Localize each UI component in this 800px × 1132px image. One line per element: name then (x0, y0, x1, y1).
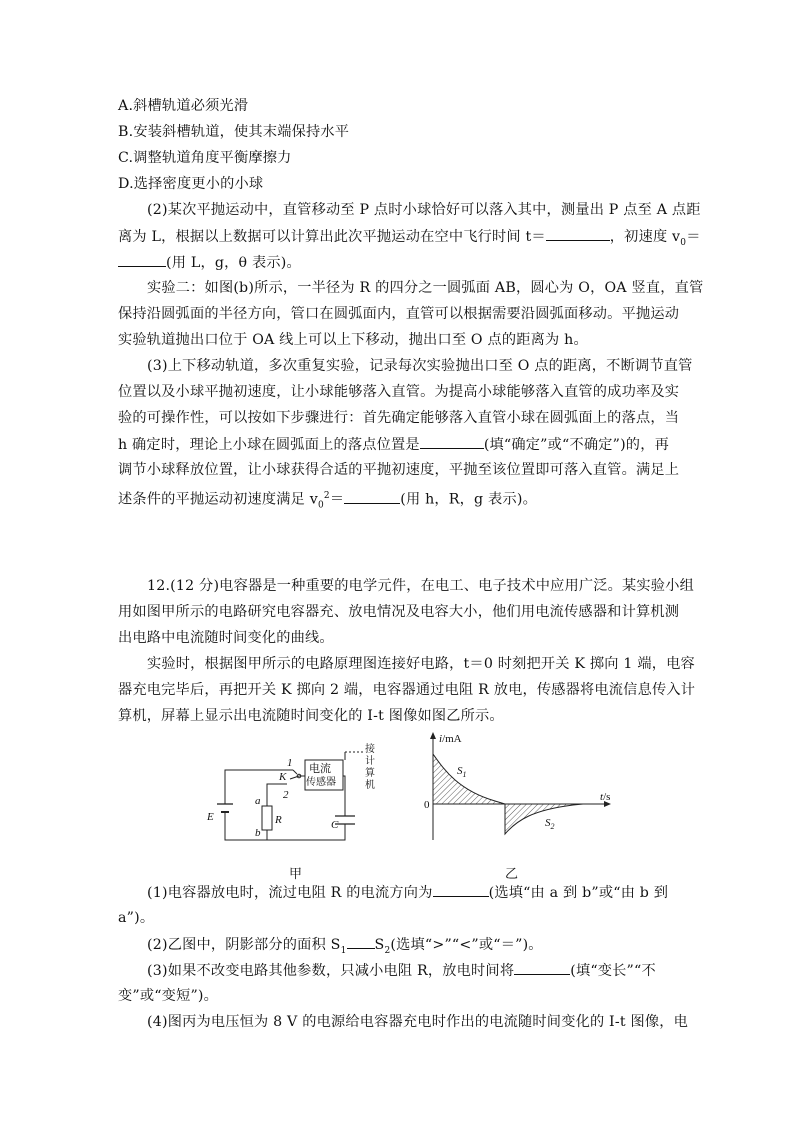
computer-char-2: 计 (365, 756, 375, 767)
s2-label (545, 817, 555, 831)
figure-b-caption: 乙 (505, 867, 519, 882)
discharging-region-s2 (505, 804, 583, 834)
sq1-line1 (147, 882, 717, 903)
sq2-sub1: 1 (340, 945, 347, 956)
q12-p2-line2: 器充电完毕后，再把开关 K 掷向 2 端，电容器通过电阻 R 放电，传感器将电流信息传入计 (118, 682, 696, 698)
y-axis-unit: /mA (442, 733, 462, 745)
option-a: A.斜槽轨道必须光滑 (118, 98, 249, 114)
q2-line3 (118, 252, 688, 273)
q12-p2-line3: 算机，屏幕上显示出电流随时间变化的 I-t 图像如图乙所示。 (118, 708, 504, 724)
answer-blank-time[interactable] (546, 226, 610, 241)
terminal-2-label: 2 (283, 789, 289, 801)
it-graph (430, 732, 611, 840)
q3-line2: 位置以及小球平抛初速度，让小球能够落入直管。为提高小球能够落入直管的成功率及实 (118, 384, 680, 400)
resistor-R (262, 806, 272, 830)
s1-subscript: 1 (462, 770, 467, 779)
s2-subscript: 2 (550, 822, 555, 831)
answer-blank-v0[interactable] (118, 252, 166, 267)
y-axis-symbol: i (439, 733, 443, 745)
wire-bottom (225, 812, 345, 840)
q2-text-a: 离为 L，根据以上数据可以计算出此次平抛运动在空中飞行时间 t＝ (118, 229, 546, 245)
battery-E-label: E (207, 811, 214, 823)
s2-symbol: S (545, 817, 551, 829)
capacitor-C-label: C (331, 819, 339, 831)
sq3-text-b: (填“变长”“不 (570, 963, 656, 979)
figures (195, 728, 625, 883)
q3-text-d: ＝ (329, 491, 345, 508)
q3-line3: 验的可操作性，可以按如下步骤进行：首先确定能够落入直管小球在圆弧面上的落点，当 (118, 410, 680, 426)
computer-char-3: 算 (365, 768, 375, 779)
switch-K-label: K (279, 771, 287, 783)
sensor-label-line1: 电流 (309, 763, 331, 775)
answer-blank-position[interactable] (420, 434, 484, 449)
answer-blank-v0-squared[interactable] (344, 489, 400, 504)
q2-line2 (118, 226, 701, 253)
q2-text-c: ＝ (686, 229, 701, 245)
q3-line5: 调节小球释放位置，让小球获得合适的平抛初速度，平抛至该位置即可落入直管。满足上 (118, 462, 680, 478)
sq1-line2: a”)。 (118, 910, 155, 926)
q12-line2: 用如图甲所示的电路研究电容器充、放电情况及电容大小，他们用电流传感器和计算机测 (118, 604, 680, 620)
q3-line4 (118, 434, 688, 455)
q3-text-c: 述条件的平抛运动初速度满足 v (118, 491, 318, 508)
option-c: C.调整轨道角度平衡摩擦力 (118, 150, 292, 166)
q3-line6 (118, 486, 688, 516)
figures-svg (195, 728, 625, 883)
option-b: B.安装斜槽轨道，使其末端保持水平 (118, 124, 350, 140)
resistor-R-label: R (275, 814, 282, 826)
option-d: D.选择密度更小的小球 (118, 176, 264, 192)
q3-sup: 2 (323, 491, 330, 501)
y-axis-arrow (430, 732, 436, 739)
exp2-line3: 实验轨道抛出口位于 OA 线上可以上下移动，抛出口至 O 点的距离为 h。 (118, 332, 588, 348)
s1-symbol: S (457, 765, 463, 777)
q3-sub: 0 (317, 500, 324, 511)
answer-blank-current-direction[interactable] (433, 882, 489, 897)
sq2-text-b: S (374, 937, 385, 953)
sq4-line: (4)图丙为电压恒为 8 V 的电源给电容器充电时作出的电流随时间变化的 I-t 图像，电 (147, 1014, 689, 1030)
x-axis-unit: /s (603, 791, 611, 803)
origin-label: 0 (424, 799, 430, 811)
sq2-text-c: (选填“>”“<”或“＝”)。 (390, 937, 543, 953)
s1-label (457, 765, 467, 779)
q3-text-b: (填“确定”或“不确定”)的，再 (483, 437, 669, 453)
q2-line1: (2)某次平抛运动中，直管移动至 P 点时小球恰好可以落入其中，测量出 P 点至 A 点距 (147, 202, 701, 218)
sq3-text-a: (3)如果不改变电路其他参数，只减小电阻 R，放电时间将 (147, 963, 515, 979)
answer-blank-discharge-time[interactable] (514, 960, 570, 975)
x-axis-label (600, 791, 610, 803)
sq1-text-a: (1)电容器放电时，流过电阻 R 的电流方向为 (147, 885, 433, 901)
sq2-line (147, 934, 717, 961)
exp2-line1: 实验二：如图(b)所示，一半径为 R 的四分之一圆弧面 AB，圆心为 O，OA 竖直，直管 (147, 280, 704, 296)
q3-text-a: h 确定时，理论上小球在圆弧面上的落点位置是 (118, 437, 420, 453)
q12-p2-line1: 实验时，根据图甲所示的电路原理图连接好电路，t＝0 时刻把开关 K 掷向 1 端，电容 (147, 656, 695, 672)
q2-text-d: (用 L，g，θ 表示)。 (166, 255, 301, 271)
sq3-line2: 变”或“变短”)。 (118, 988, 219, 1004)
y-axis-label (439, 733, 462, 745)
x-axis-symbol: t (600, 791, 604, 803)
q3-line1: (3)上下移动轨道，多次重复实验，记录每次实验抛出口至 O 点的距离，不断调节直管 (147, 358, 693, 374)
sq2-text-a: (2)乙图中，阴影部分的面积 S (147, 937, 341, 953)
point-a-label: a (255, 795, 261, 807)
point-b-label: b (255, 827, 261, 839)
switch-arm-top (293, 770, 297, 774)
sq1-text-b: (选填“由 a 到 b”或“由 b 到 (488, 885, 669, 901)
sq3-line1 (147, 960, 717, 981)
figure-a-caption: 甲 (289, 867, 303, 882)
q2-text-b: ，初速度 v (609, 229, 681, 245)
sensor-label-line2: 传感器 (306, 777, 336, 788)
q12-line1: 12.(12 分)电容器是一种重要的电学元件，在电工、电子技术中应用广泛。某实验小组 (147, 578, 694, 594)
sq2-sub2: 2 (384, 945, 391, 956)
exp2-line2: 保持沿圆弧面的半径方向，管口在圆弧面内，直管可以根据需要沿圆弧面移动。平抛运动 (118, 306, 680, 322)
q2-sub: 0 (680, 237, 687, 248)
terminal-1-label: 1 (287, 757, 293, 769)
q12-line3: 出电路中电流随时间变化的曲线。 (118, 630, 334, 646)
computer-char-1: 接 (365, 744, 375, 755)
q3-text-e: (用 h，R，g 表示)。 (400, 491, 537, 508)
answer-blank-area-compare[interactable] (347, 934, 375, 949)
charging-region-s1 (433, 754, 505, 804)
computer-char-4: 机 (365, 780, 375, 791)
